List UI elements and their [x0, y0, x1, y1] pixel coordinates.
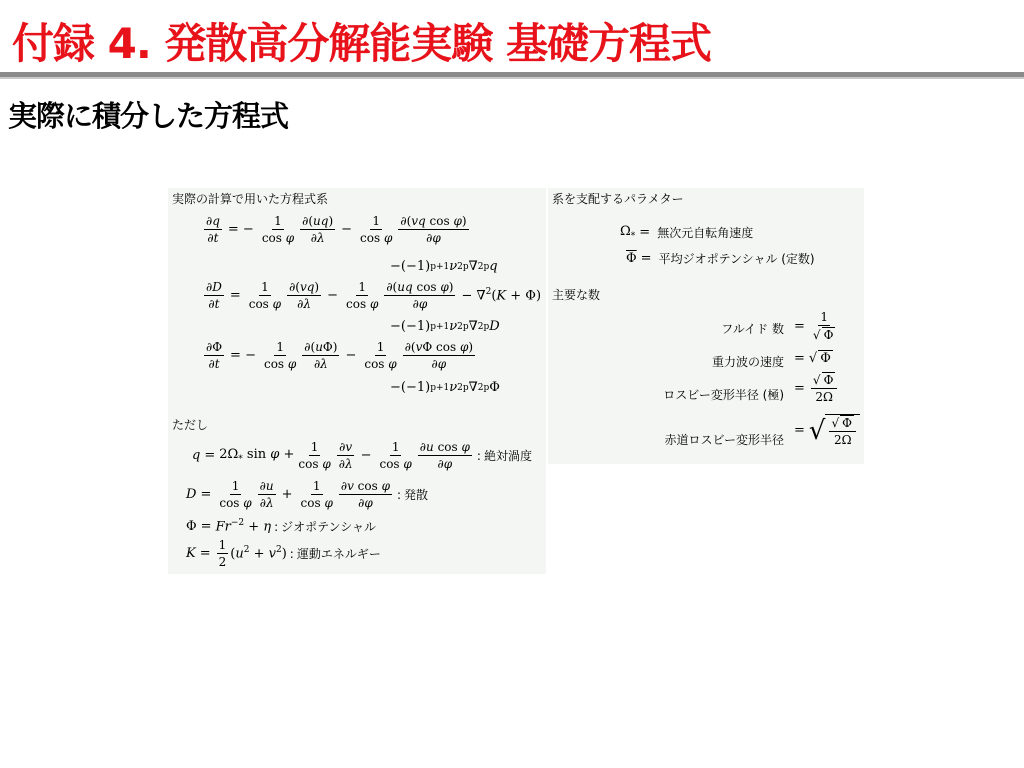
froude-number-formula: = $\frac{1}{√ \Phi}$ [794, 310, 834, 342]
def-divergence: D = $\frac{1}{\text{cos φ}}$ $\frac{\partial u}{\partial\lambda}$ + $\frac{1}{\text{cos φ}}$ $\frac{\text{∂v cos φ}}{\partial\varphi}$ : 発散 [186, 479, 429, 510]
vorticity-equation: $\frac{\partial q}{\partial t}$ = − $\frac{1}{\text{cos φ}}$ $\frac{\partial(uq)}{\partial\lambda}$ − $\frac{1}{\text{cos φ}}$ $\frac{\text{∂(vq cos φ)}}{\partial\varphi}$ [206, 214, 467, 245]
slide-title: 付録 4. 発散高分解能実験 基礎方程式 [12, 19, 712, 68]
rossby-radius-equatorial-formula: = √ $\frac{√ \Phi}{2\Omega}$ [790, 414, 860, 447]
rossby-radius-polar-formula: = $\frac{√ \Phi}{2\Omega}$ [790, 372, 839, 404]
def-geopotential: Φ = $Fr^{-2} + \eta$ : ジオポテンシャル [186, 518, 376, 535]
divergence-equation: $\frac{\partial D}{\partial t}$ = $\frac{1}{\text{cos φ}}$ $\frac{\partial(vq)}{\partial\lambda}$ − $\frac{1}{\text{cos φ}}$ $\frac{\text{∂(uq cos φ)}}{\partial\varphi}$ − ∇$^2$(K + Φ) [206, 280, 542, 311]
slide-subtitle: 実際に積分した方程式 [8, 99, 289, 133]
divergence-dissipation: −(−1) p+1 ν 2p ∇ 2p D [390, 319, 500, 334]
rossby-radius-polar-label: ロスビー変形半径 (極) [663, 388, 784, 402]
geopotential-equation: $\frac{\partial\Phi}{\partial t}$ = − $\frac{1}{\text{cos φ}}$ $\frac{\partial(u\Phi)}{\partial\lambda}$ − $\frac{1}{\text{cos φ}}$ $\frac{\text{∂(vΦ cos φ)}}{\partial\varphi}$ [206, 340, 474, 371]
def-kinetic-energy: K = $\frac{1}{2}$ $(u^2 + v^2)$ : 運動エネルギー [186, 538, 381, 569]
vorticity-dissipation: −(−1) p+1 ν 2p ∇ 2p q [390, 259, 498, 274]
geopotential-dissipation: −(−1) p+1 ν 2p ∇ 2p Φ [390, 380, 500, 395]
gravity-wave-speed-label: 重力波の速度 [711, 355, 784, 369]
equations-section-label: 実際の計算で用いた方程式系 [172, 192, 329, 206]
definitions-section-label: ただし [172, 418, 209, 432]
gravity-wave-speed-formula: = √ Φ [794, 350, 831, 366]
key-numbers-section-label: 主要な数 [552, 288, 601, 302]
equations-panel [168, 188, 546, 574]
param-mean-geopotential: $\overline{\Phi}$ = 平均ジオポテンシャル (定数) [626, 251, 815, 266]
rossby-radius-equatorial-label: 赤道ロスビー変形半径 [664, 433, 784, 447]
title-divider-shadow [0, 77, 1024, 79]
parameters-section-label: 系を支配するパラメター [552, 192, 684, 206]
param-rotation-rate: $\Omega_*$ = 無次元自転角速度 [620, 224, 754, 242]
froude-number-label: フルイド 数 [721, 322, 784, 336]
def-absolute-vorticity: q = $2\Omega_*$ sin φ + $\frac{1}{\text{cos φ}}$ $\frac{\partial v}{\partial\lambda}$ − $\frac{1}{\text{cos φ}}$ $\frac{\text{∂u cos φ}}{\partial\varphi}$ : 絶対渦度 [192, 440, 532, 471]
parameters-panel [548, 188, 864, 464]
